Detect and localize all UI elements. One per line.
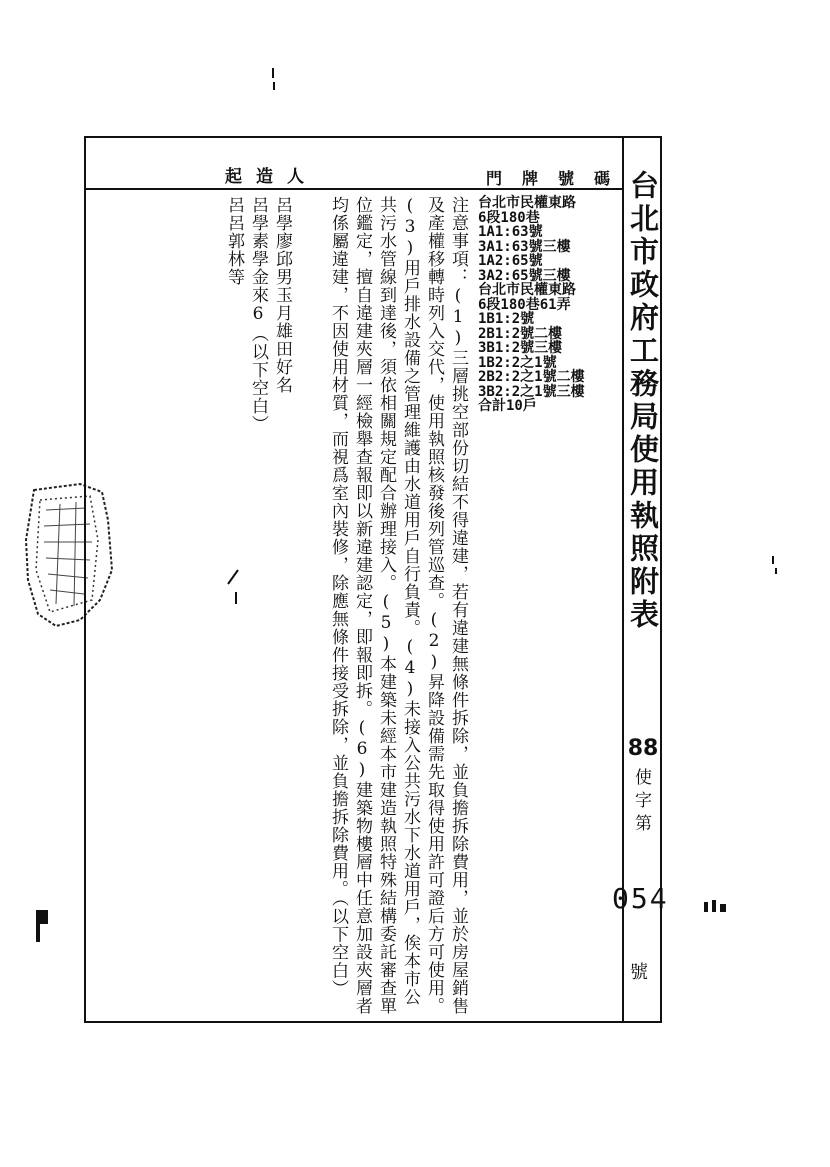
scan-mark-top: [272, 68, 275, 92]
document-suffix: 號: [630, 962, 648, 983]
address-list: [478, 196, 588, 456]
builder-header: 起造人: [225, 167, 318, 187]
address-line: 1A1:63號: [478, 224, 543, 240]
address-line: 6段180巷: [478, 209, 540, 226]
address-line: 2B2:2之1號二樓: [478, 369, 585, 385]
address-line: 台北市民權東路: [478, 195, 576, 211]
document-serial: 054: [612, 882, 669, 915]
scan-mark-right-small: [772, 556, 780, 576]
address-line: 2B1:2號二樓: [478, 325, 563, 342]
builder-line: 呂呂郭林等: [224, 196, 244, 286]
scan-mark-left: [36, 910, 48, 924]
address-line: 3B1:2號三樓: [478, 340, 563, 356]
scan-mark-left-tail: [36, 924, 40, 942]
scan-mark-right: [704, 900, 728, 914]
address-line: 3A2:65號三樓: [478, 267, 571, 284]
address-line: 3A1:63號三樓: [478, 238, 571, 255]
address-line: 6段180巷61弄: [478, 296, 571, 313]
notes-text: 注意事項：(1)三層挑空部份切結不得違建，若有違建無條件拆除，並負擔拆除費用，並於房屋銷售及產權移轉時列入交代，使用執照核發後列管巡查。(2)昇降設備需先取得使用許可證后方可使用。(3)用戶排水設備之管理維護由水道用戶自行負責。(4)未接入公共污水下水道用戶，俟本市公共污水管線到達後，須依相關規定配合辦理接入。(5)本建築未經本市建造執照特殊結構委託審查單位鑑定，擅自違建夾層一經檢舉查報即以新違建認定，即報即拆。(6)建築物樓層中任意加設夾層者均係屬違建，不因使用材質，而視爲室內裝修，除應無條件接受拆除，並負擔拆除費用。（以下空白）: [328, 196, 468, 1015]
builder-line: 呂學素學金來6（以下空白）: [248, 196, 268, 433]
builders-list: [222, 196, 294, 596]
address-line: 1B2:2之1號: [478, 354, 557, 371]
address-line: 1B1:2號: [478, 311, 535, 327]
address-line: 3B2:2之1號三樓: [478, 383, 585, 400]
address-line: 合計10戶: [478, 398, 537, 414]
address-line: 1A2:65號: [478, 253, 543, 269]
document-year: 88: [627, 736, 659, 761]
builder-line: 呂學廖邱男玉月雄田好名: [272, 196, 292, 394]
address-line: 台北市民權東路: [478, 282, 576, 298]
document-prefix: 使字第: [631, 768, 651, 837]
form-title: 台北市政府工務局使用執照附表: [626, 170, 660, 632]
door-number-header: 門牌號碼: [486, 169, 631, 188]
